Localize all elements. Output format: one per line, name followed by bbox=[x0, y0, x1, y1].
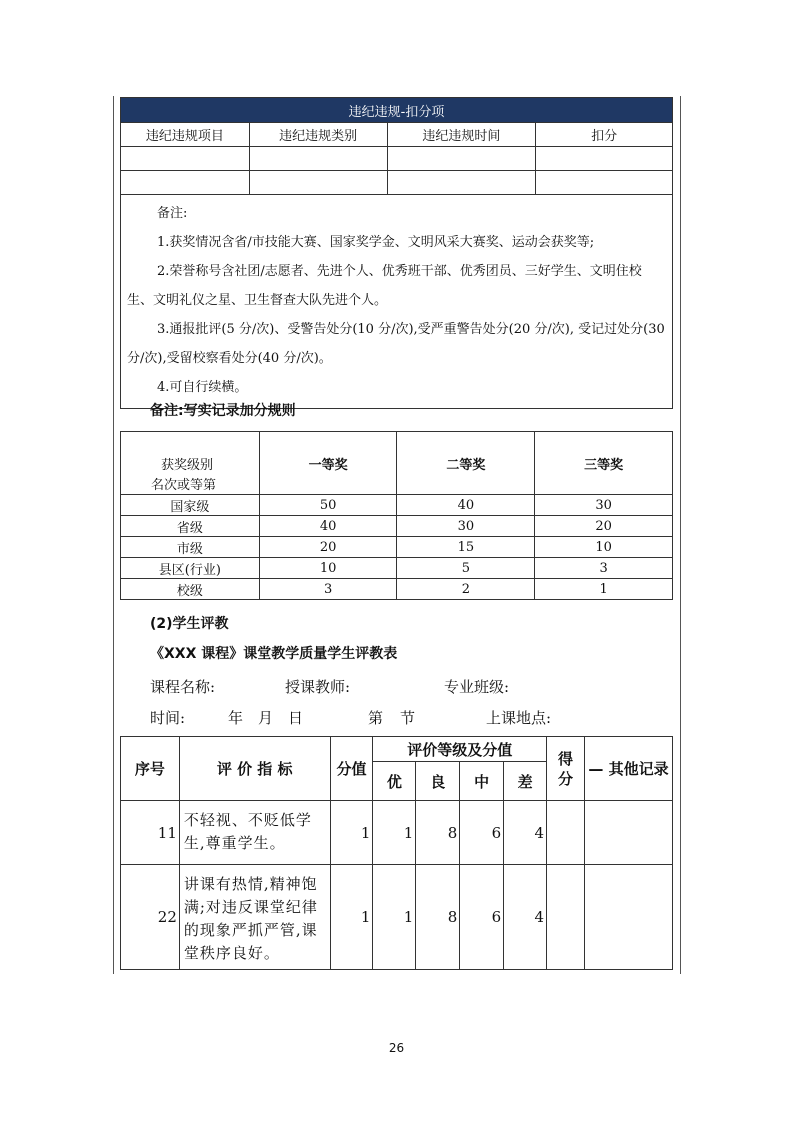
level-cell: 国家级 bbox=[121, 495, 260, 516]
teacher-label: 授课教师: bbox=[285, 678, 351, 696]
note-3: 3.通报批评(5 分/次)、受警告处分(10 分/次),受严重警告处分(20 分/次), 受记过处分(30 分/次),受留校察看处分(40 分/次)。 bbox=[127, 322, 665, 366]
points-cell: 50 bbox=[259, 495, 397, 516]
blank-cell[interactable] bbox=[536, 171, 673, 195]
other-cell[interactable] bbox=[584, 801, 672, 865]
bonus-rules-table bbox=[120, 431, 673, 600]
note-4: 4.可自行续横。 bbox=[157, 380, 248, 395]
table-row bbox=[121, 495, 673, 516]
table-row bbox=[121, 865, 673, 970]
blank-cell[interactable] bbox=[121, 171, 250, 195]
col-violation-time: 违纪违规时间 bbox=[387, 123, 536, 147]
note-2: 2.荣誉称号含社团/志愿者、先进个人、优秀班干部、优秀团员、三好学生、文明住校生、文明礼仪之星、卫生督查大队先进个人。 bbox=[127, 264, 642, 308]
grade-cell: 8 bbox=[416, 801, 460, 865]
table-row bbox=[121, 579, 673, 600]
got-cell[interactable] bbox=[547, 865, 585, 970]
col-first-prize: 一等奖 bbox=[259, 432, 397, 495]
level-cell: 校级 bbox=[121, 579, 260, 600]
session-suffix: 节 bbox=[400, 709, 416, 727]
points-cell: 5 bbox=[397, 558, 535, 579]
grade-cell: 1 bbox=[373, 801, 416, 865]
page-number: 26 bbox=[388, 1041, 405, 1055]
col-second-prize: 二等奖 bbox=[397, 432, 535, 495]
points-cell: 30 bbox=[535, 495, 673, 516]
course-name-label: 课程名称: bbox=[150, 678, 216, 696]
col-violation-type: 违纪违规类别 bbox=[249, 123, 387, 147]
points-cell: 20 bbox=[259, 537, 397, 558]
indicator-cell: 讲课有热情,精神饱满;对违反课堂纪律的现象严抓严管,课堂秩序良好。 bbox=[179, 865, 330, 970]
score-cell: 1 bbox=[330, 801, 373, 865]
grade-excellent: 优 bbox=[373, 762, 416, 801]
violation-table bbox=[120, 97, 673, 409]
blank-cell[interactable] bbox=[121, 147, 250, 171]
corner-bottom: 名次或等第 bbox=[151, 478, 217, 493]
col-other bbox=[584, 737, 672, 801]
col-got bbox=[547, 737, 585, 801]
year-label: 年 bbox=[228, 709, 244, 727]
grade-cell: 6 bbox=[460, 865, 504, 970]
points-cell: 1 bbox=[535, 579, 673, 600]
points-cell: 3 bbox=[535, 558, 673, 579]
got-cell[interactable] bbox=[547, 801, 585, 865]
points-cell: 20 bbox=[535, 516, 673, 537]
grade-cell: 1 bbox=[373, 865, 416, 970]
seq-cell: 22 bbox=[121, 865, 180, 970]
location-label: 上课地点: bbox=[486, 709, 552, 727]
col-indicator: 评 价 指 标 bbox=[179, 737, 330, 801]
score-cell: 1 bbox=[330, 865, 373, 970]
points-cell: 30 bbox=[397, 516, 535, 537]
col-other-label: — 其他记录 bbox=[588, 759, 669, 778]
points-cell: 3 bbox=[259, 579, 397, 600]
corner-top: 获奖级别 bbox=[161, 458, 214, 473]
table-row bbox=[121, 537, 673, 558]
col-third-prize: 三等奖 bbox=[535, 432, 673, 495]
bonus-heading: 备注:写实记录加分规则 bbox=[150, 403, 296, 419]
blank-cell[interactable] bbox=[249, 171, 387, 195]
level-cell: 市级 bbox=[121, 537, 260, 558]
grade-fair: 中 bbox=[460, 762, 504, 801]
points-cell: 40 bbox=[259, 516, 397, 537]
note-1: 1.获奖情况含省/市技能大赛、国家奖学金、文明风采大赛奖、运动会获奖等; bbox=[157, 235, 595, 250]
blank-cell[interactable] bbox=[387, 171, 536, 195]
grade-cell: 4 bbox=[504, 801, 547, 865]
blank-cell[interactable] bbox=[536, 147, 673, 171]
notes-cell bbox=[121, 195, 673, 409]
class-label: 专业班级: bbox=[444, 678, 510, 696]
col-got-label: 得分 bbox=[557, 749, 573, 788]
grade-cell: 4 bbox=[504, 865, 547, 970]
time-label: 时间: bbox=[150, 709, 186, 727]
grade-good: 良 bbox=[416, 762, 460, 801]
col-violation-item: 违纪违规项目 bbox=[121, 123, 250, 147]
grade-poor: 差 bbox=[504, 762, 547, 801]
corner-cell bbox=[121, 432, 260, 495]
month-label: 月 bbox=[258, 709, 274, 727]
points-cell: 10 bbox=[535, 537, 673, 558]
eval-form-title: 《XXX 课程》课堂教学质量学生评教表 bbox=[150, 646, 398, 662]
indicator-cell: 不轻视、不贬低学生,尊重学生。 bbox=[179, 801, 330, 865]
table-row bbox=[121, 801, 673, 865]
col-deduction: 扣分 bbox=[536, 123, 673, 147]
student-eval-heading: (2)学生评教 bbox=[150, 616, 229, 632]
violation-title: 违纪违规-扣分项 bbox=[121, 98, 673, 123]
table-row bbox=[121, 516, 673, 537]
day-label: 日 bbox=[288, 709, 304, 727]
level-cell: 省级 bbox=[121, 516, 260, 537]
points-cell: 40 bbox=[397, 495, 535, 516]
evaluation-table bbox=[120, 736, 673, 970]
grade-cell: 8 bbox=[416, 865, 460, 970]
table-row bbox=[121, 558, 673, 579]
notes-label: 备注: bbox=[157, 206, 188, 221]
col-score: 分值 bbox=[330, 737, 373, 801]
blank-cell[interactable] bbox=[249, 147, 387, 171]
col-seq: 序号 bbox=[121, 737, 180, 801]
col-grade-group: 评价等级及分值 bbox=[373, 737, 547, 762]
session-prefix: 第 bbox=[368, 709, 384, 727]
seq-cell: 11 bbox=[121, 801, 180, 865]
blank-cell[interactable] bbox=[387, 147, 536, 171]
points-cell: 10 bbox=[259, 558, 397, 579]
points-cell: 15 bbox=[397, 537, 535, 558]
level-cell: 县区(行业) bbox=[121, 558, 260, 579]
other-cell[interactable] bbox=[584, 865, 672, 970]
points-cell: 2 bbox=[397, 579, 535, 600]
grade-cell: 6 bbox=[460, 801, 504, 865]
